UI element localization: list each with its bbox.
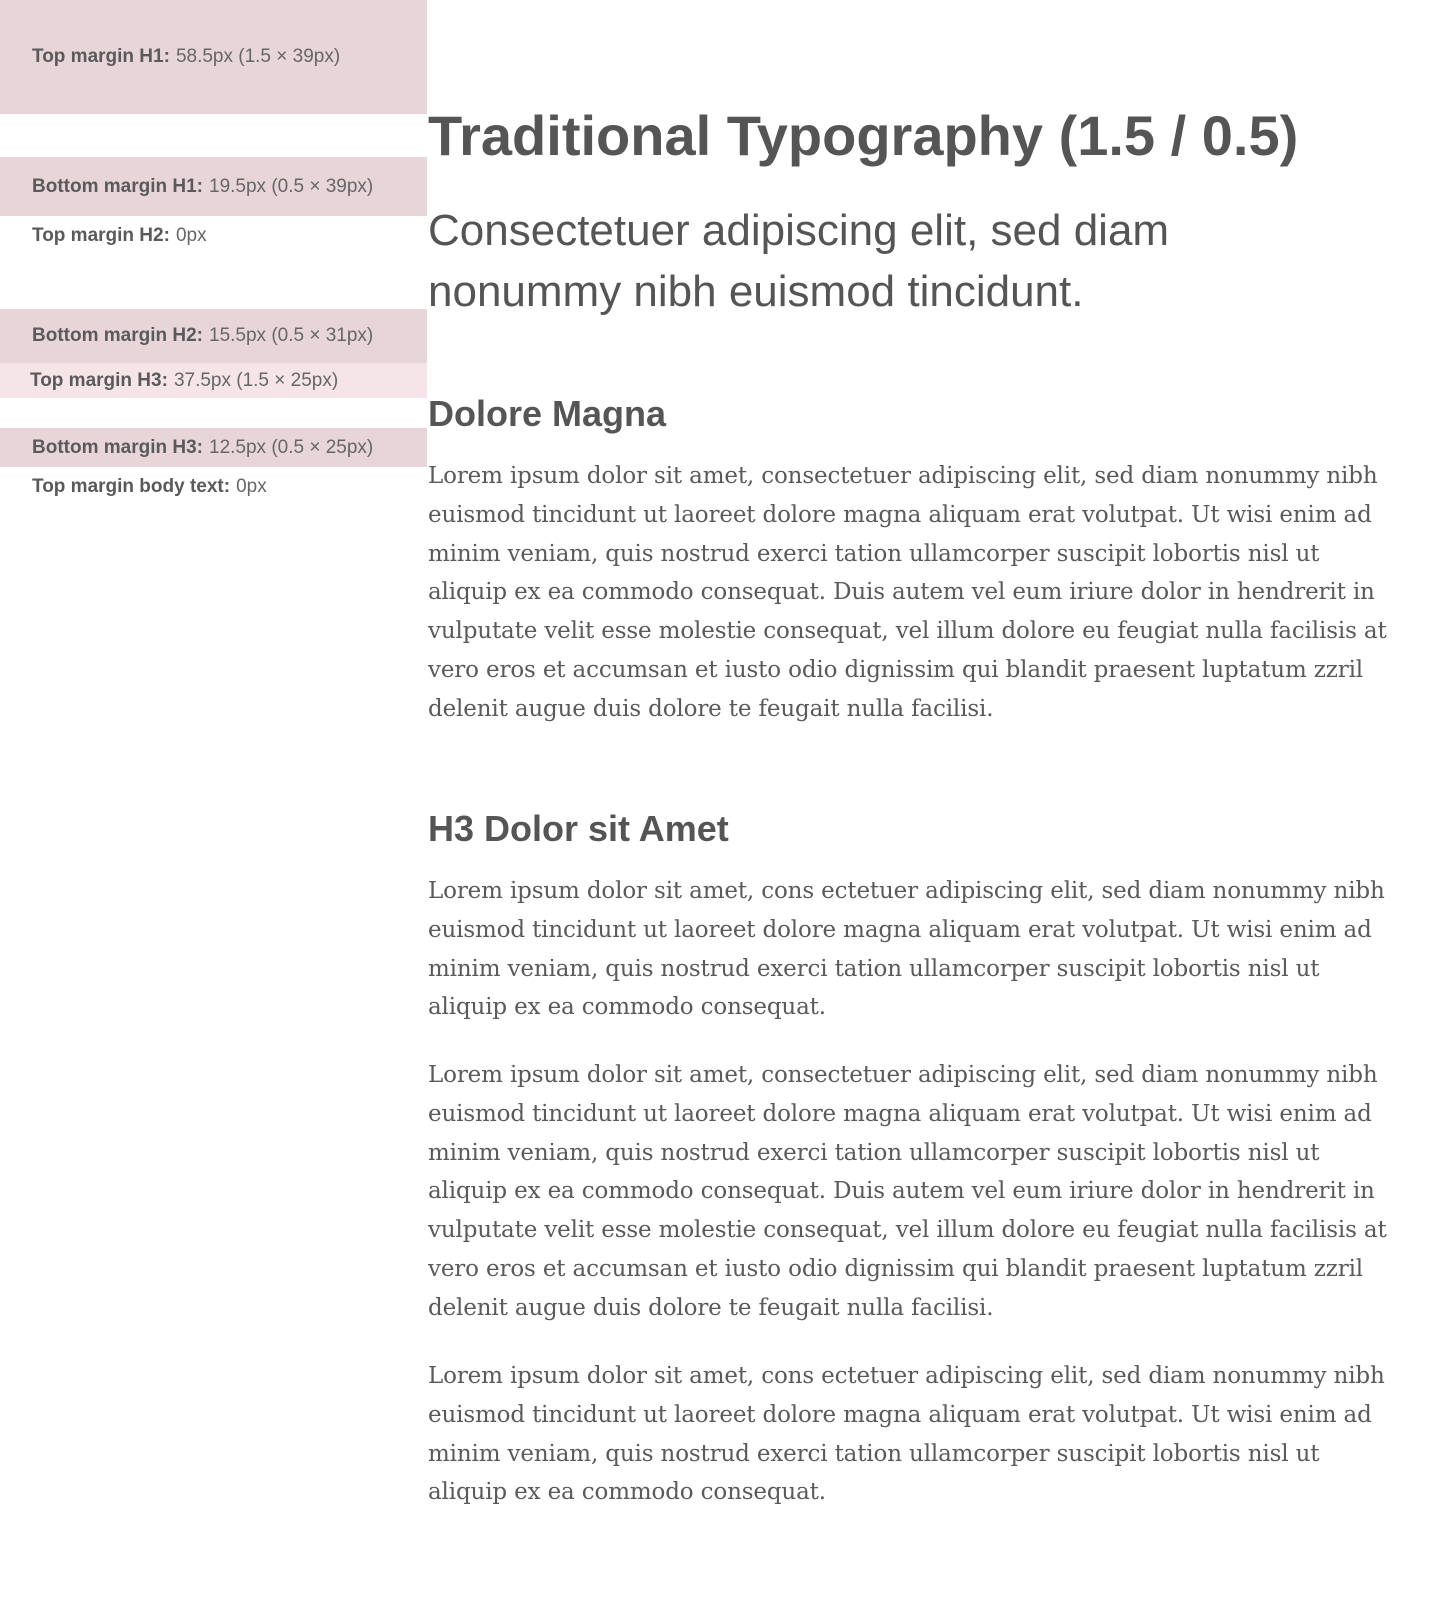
annotation-value: 15.5px (0.5 × 31px) [209, 325, 374, 346]
annotation-label: Bottom margin H1: [32, 175, 203, 197]
heading-h3-dolore-magna: Dolore Magna [428, 393, 667, 434]
heading-h3-dolor-sit-amet: H3 Dolor sit Amet [428, 808, 729, 849]
annotation-value: 58.5px (1.5 × 39px) [175, 46, 341, 67]
body-paragraph-1: Lorem ipsum dolor sit amet, consectetuer adipiscing elit, sed diam nonummy nibh euismod tincidunt ut laoreet dolore magna aliquam erat volutpat. Ut wisi enim ad minim veniam, quis nostrud exerci tation ullamcorper suscipit lobortis nisl ut aliquip ex ea commodo consequat. Duis autem vel eum iriure dolor in hendrerit in vulputate velit esse molestie consequat, vel illum dolore eu feugiat nulla facilisis at vero eros et accumsan et iusto odio dignissim qui blandit praesent luptatum zzril delenit augue duis dolore te feugait nulla facilisi. [428, 463, 1387, 722]
annotation-value: 37.5px (1.5 × 25px) [173, 369, 339, 391]
heading-h2: Consectetuer adipiscing elit, sed diam nonummy nibh euismod tincidunt. [428, 206, 1170, 316]
annotation-bottom-margin-h1 [0, 157, 427, 216]
annotation-label: Top margin H1: [32, 46, 170, 67]
annotation-label: Top margin body text: [32, 476, 231, 497]
annotation-top-margin-h2 [0, 216, 427, 256]
body-paragraph-2: Lorem ipsum dolor sit amet, cons ectetuer adipiscing elit, sed diam nonummy nibh euismod tincidunt ut laoreet dolore magna aliquam erat volutpat. Ut wisi enim ad minim veniam, quis nostrud exerci tation ullamcorper suscipit lobortis nisl ut aliquip ex ea commodo consequat. [428, 878, 1385, 1021]
annotation-label: Bottom margin H2: [32, 325, 203, 346]
annotation-bottom-margin-h2 [0, 309, 427, 363]
annotation-top-margin-h3 [0, 363, 427, 398]
body-paragraph-3: Lorem ipsum dolor sit amet, consectetuer adipiscing elit, sed diam nonummy nibh euismod tincidunt ut laoreet dolore magna aliquam erat volutpat. Ut wisi enim ad minim veniam, quis nostrud exerci tation ullamcorper suscipit lobortis nisl ut aliquip ex ea commodo consequat. Duis autem vel eum iriure dolor in hendrerit in vulputate velit esse molestie consequat, vel illum dolore eu feugiat nulla facilisis at vero eros et accumsan et iusto odio dignissim qui blandit praesent luptatum zzril delenit augue duis dolore te feugait nulla facilisi. [428, 1062, 1387, 1321]
annotation-bottom-margin-h3 [0, 428, 427, 467]
annotation-top-margin-body [0, 467, 427, 507]
annotation-label: Bottom margin H3: [32, 436, 203, 458]
annotation-value: 0px [175, 225, 207, 246]
annotation-value: 12.5px (0.5 × 25px) [209, 436, 374, 458]
annotation-label: Top margin H2: [32, 225, 170, 246]
annotation-value: 19.5px (0.5 × 39px) [209, 175, 374, 197]
annotation-label: Top margin H3: [30, 369, 168, 391]
body-paragraph-4: Lorem ipsum dolor sit amet, cons ectetuer adipiscing elit, sed diam nonummy nibh euismod tincidunt ut laoreet dolore magna aliquam erat volutpat. Ut wisi enim ad minim veniam, quis nostrud exerci tation ullamcorper suscipit lobortis nisl ut aliquip ex ea commodo consequat. [428, 1363, 1385, 1506]
heading-h1: Traditional Typography (1.5 / 0.5) [428, 104, 1299, 167]
annotation-top-margin-h1 [0, 0, 427, 114]
annotation-value: 0px [236, 476, 267, 497]
